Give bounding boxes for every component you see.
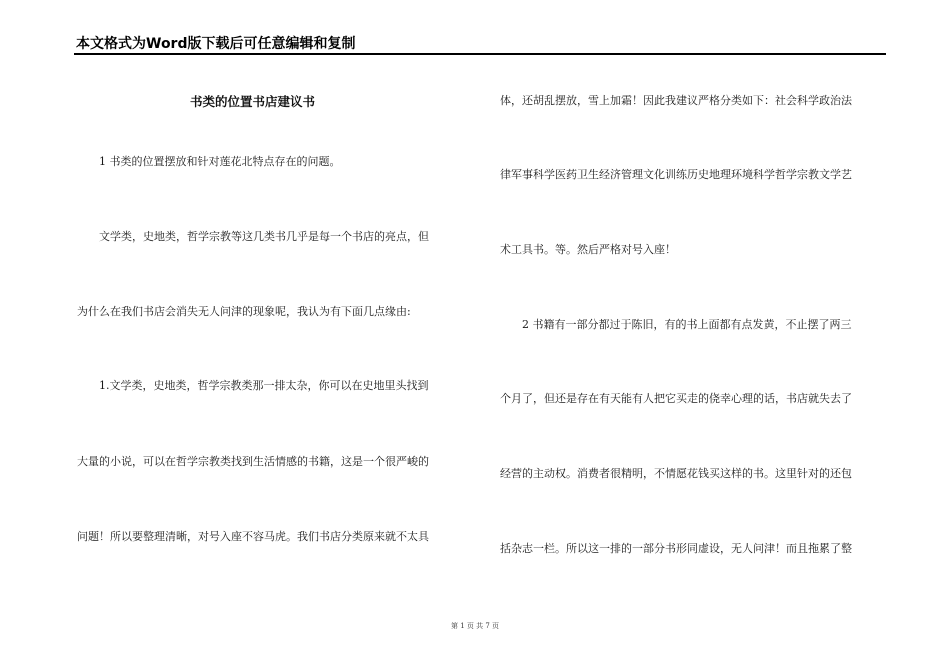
paragraph-line: 文学类，史地类，哲学宗教等这几类书几乎是每一个书店的亮点，但	[99, 230, 429, 243]
page-number: 第 1 页 共 7 页	[450, 622, 500, 630]
paragraph-line: 2 书籍有一部分都过于陈旧，有的书上面都有点发黄，不止摆了两三	[522, 318, 852, 331]
paragraph-line: 体，还胡乱摆放，雪上加霜！因此我建议严格分类如下：社会科学政治法	[500, 94, 852, 107]
download-banner: 本文格式为Word版下载后可任意编辑和复制	[76, 36, 356, 52]
paragraph-line: 术工具书。等。然后严格对号入座！	[500, 243, 676, 256]
paragraph-line: 大量的小说，可以在哲学宗教类找到生活情感的书籍，这是一个很严峻的	[77, 455, 429, 468]
paragraph-line: 1 书类的位置摆放和针对莲花北特点存在的问题。	[99, 155, 341, 168]
paragraph-line: 1.文学类，史地类，哲学宗教类那一排太杂，你可以在史地里头找到	[99, 379, 429, 392]
paragraph-line: 经营的主动权。消费者很精明，不情愿花钱买这样的书。这里针对的还包	[500, 467, 852, 480]
paragraph-line: 括杂志一栏。所以这一排的一部分书形同虚设，无人问津！而且拖累了整	[500, 542, 852, 555]
paragraph-line: 为什么在我们书店会消失无人问津的现象呢，我认为有下面几点缘由:	[77, 305, 411, 318]
paragraph-line: 个月了，但还是存在有天能有人把它买走的侥幸心理的话，书店就失去了	[500, 392, 852, 405]
paragraph-line: 问题！所以要整理清晰，对号入座不容马虎。我们书店分类原来就不太具	[77, 530, 429, 543]
document-title: 书类的位置书店建议书	[190, 94, 316, 109]
banner-divider	[74, 53, 886, 55]
paragraph-line: 律军事科学医药卫生经济管理文化训练历史地理环境科学哲学宗教文学艺	[500, 168, 852, 181]
